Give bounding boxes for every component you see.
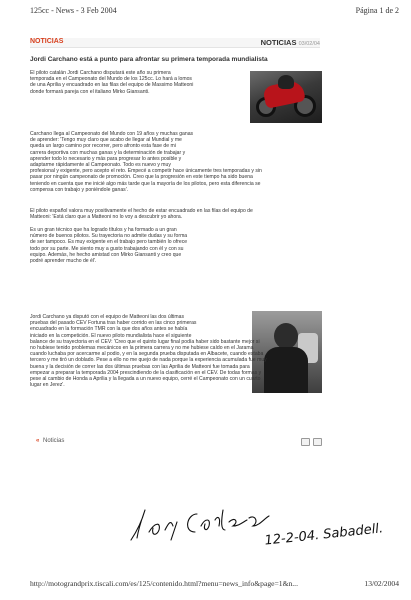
section-label: NOTICIAS [30,38,64,45]
back-arrow-icon: « [36,438,40,444]
print-header-page: Página 1 de 2 [355,6,399,15]
article-footer-nav [30,438,322,448]
article-paragraph-2: Carchano llega al Campeonato del Mundo con 19 años y muchas ganas de aprender: 'Tengo muy claro que acabo de llegar al Mundial y me queda un largo camino por recorrer, pero afronto esta fase de mi carrera deportiva con muchas ganas y la determinación de trabajar y aprender todo lo necesario y más para progresar lo antes posible y adaptarme rápidamente al Campeonato. Todo es nuevo y muy profesional y exigente, pero acepto el reto. Empecé a competir hace únicamente tres temporadas y sin pasar por ningún campeonato de promoción. Creo que la progresión en este tiempo ha sido buena teniendo en cuenta que me inicié algo más tarde que la mayoría de los pilotos, pero esta diferencia se compensa con trabajo y poniéndole ganas'. [30,131,262,193]
photo-head [274,323,298,349]
email-icon[interactable] [313,438,322,446]
back-to-news-link[interactable] [36,438,64,444]
handwritten-date [258,512,398,552]
article-paragraph-1: El piloto catalán Jordi Carchano disputará este año su primera temporada en el Campeonato del Mundo de los 125cc. Lo hará a lomos de una Aprilia y encuadrado en las filas del equipo de Massimo Matteoni donde formará pareja con el italiano Mirko Giansanti. [30,70,194,95]
print-header [30,6,399,18]
print-icon[interactable] [301,438,310,446]
print-footer-date: 13/02/2004 [364,579,399,588]
back-link-label: Noticias [43,438,65,444]
article-paragraph-3: El piloto español valora muy positivamente el hecho de estar encuadrado en las filas del equipo de Matteoni: 'Está claro que a Matteoni no lo voy a descubrir yo ahora. [30,208,253,221]
article-date: 03/02/04 [298,41,320,47]
motorcycle-photo [250,71,322,123]
section-title-text: NOTICIAS [260,38,297,47]
article-paragraph-4: Es un gran técnico que ha logrado títulos y ha formado a un gran número de buenos pilotos. Su trayectoria no admite dudas y su forma de ser tampoco. Es muy exigente en el trabajo pero también lo ofrece todo por su parte. Me siento muy a gusto trabajando con él y con su equipo. Además, he hecho amistad con Mirko Giansanti y creo que podré aprender mucho de él'. [30,227,188,265]
handwritten-date-text: 12-2-04. Sabadell. [263,521,384,549]
article-headline: Jordi Carchano está a punto para afrontar su primera temporada mundialista [30,56,268,63]
photo-torso [264,347,308,393]
print-footer-url: http://motograndprix.tiscali.com/es/125/contenido.html?menu=news_info&page=1&n... [30,579,298,588]
photo-rider [278,75,294,89]
print-header-title: 125cc - News - 3 Feb 2004 [30,6,117,15]
print-footer [30,579,399,591]
section-banner [30,38,320,48]
section-title [261,38,320,47]
handwritten-signature [125,496,275,546]
article-tools [301,438,322,446]
article-paragraph-5: Jordi Carchano ya disputó con el equipo de Matteoni las dos últimas pruebas del pasado CEV Fortuna tras haber corrido en las cinco primeras encuadrado en la formación TMR con la que dos años antes se había iniciado en la competición. El nuevo piloto mundialista hace el siguiente balance de su trayectoria en el CEV: 'Creo que el quinto lugar final podía haber sido bastante mejor si no hubiese tenido problemas mecánicos en la primera carrera y no me hubiese caído en el Jarama cuando luchaba por acercarme al podio, y en la segunda prueba disputada en Albacete, cuando estaba tercero y me tiró un doblado. Pese a ello no me quejo de nada porque la experiencia acumulada fue muy buena y la decisión de correr las dos últimas pruebas con las Aprilia de Matteoni fue tomada para empezar a preparar la temporada 2004 prescindiendo de la clasificación en el CEV. De todas formas y pese al cambio de Honda a Aprilia y la llegada a un nuevo equipo, cerré el Campeonato con un cuarto lugar en Jerez'. [30,314,267,389]
